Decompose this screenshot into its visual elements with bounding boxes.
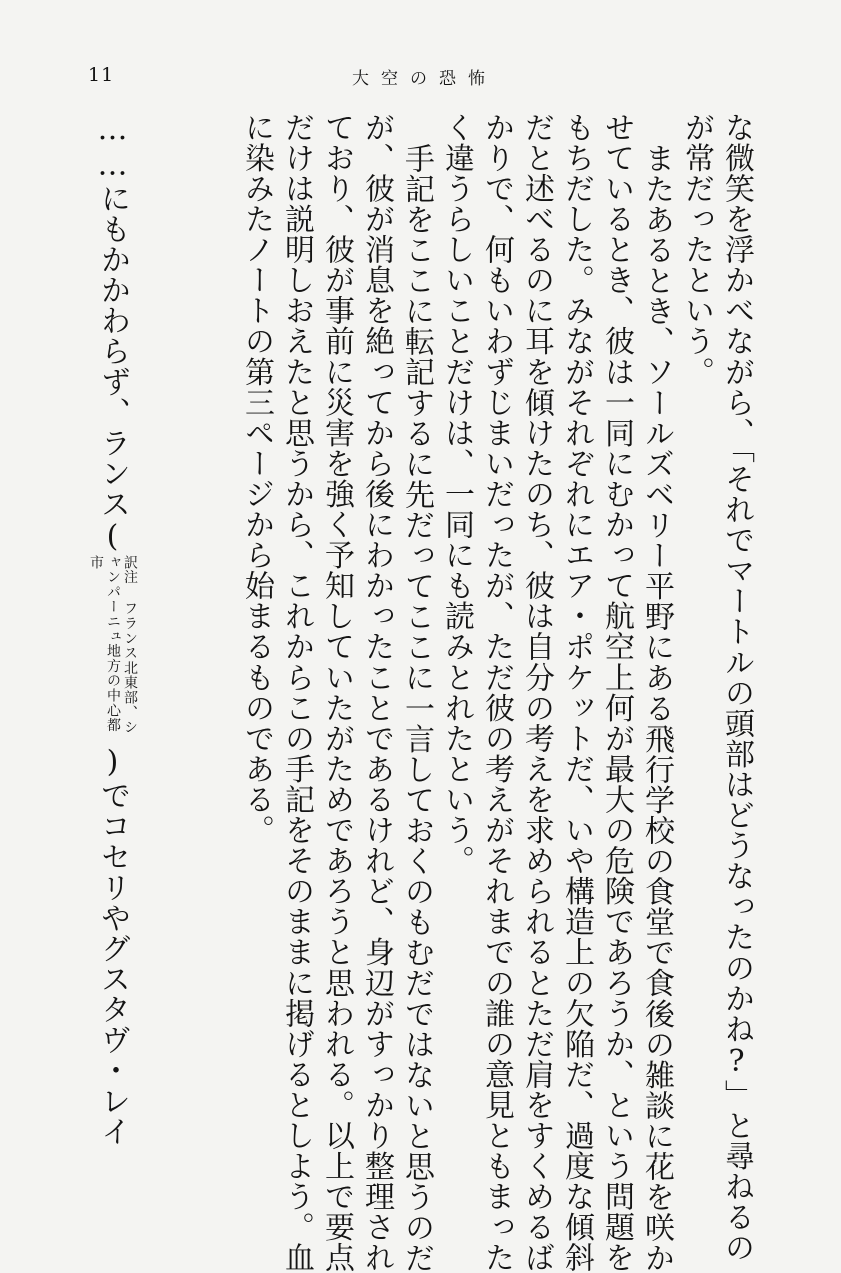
note-column <box>88 112 138 1147</box>
text-column-12: だけは説明しおえたと思うから、これからこの手記をそのままに掲げるとしよう。血 <box>279 112 314 1273</box>
text-column-6: だと述べるのに耳を傾けたのち、彼は自分の考えを求められるとただ肩をすくめるば <box>519 112 554 1273</box>
text-column-4: せているとき、彼は一同にむかって航空上何が最大の危険であろうか、という問題を <box>599 112 634 1273</box>
text-column-5: もちだした。みながそれぞれにエア・ポケットだ、いや構造上の欠陥だ、過度な傾斜 <box>559 112 594 1273</box>
note-open-paren: ( <box>95 519 130 555</box>
text-column-8: く違うらしいことだけは、一同にも読みとれたという。 <box>439 112 474 876</box>
text-column-3: またあるとき、ソールズベリー平野にある飛行学校の食堂で食後の雑談に花を咲か <box>639 143 674 1273</box>
text-column-13: に染みたノートの第三ページから始まるものである。 <box>239 112 274 846</box>
note-text-before: ……にもかかわらず、ランス <box>95 112 130 520</box>
text-column-10: が、彼が消息を絶ってから後にわかったことであるけれど、身辺がすっかり整理され <box>359 112 394 1273</box>
running-head: 大空の恐怖 <box>352 69 497 89</box>
page-number: 11 <box>88 64 115 86</box>
text-column-7: かりで、何もいわずじまいだったが、ただ彼の考えがそれまでの誰の意見ともまった <box>479 112 514 1273</box>
note-text-after: でコセリやグスタヴ・レイ <box>95 780 130 1147</box>
translator-note: 訳注 フランス北東部、シャンパーニュ地方の中心都市 <box>88 554 138 735</box>
text-column-1: な微笑を浮かべながら、「それでマートルの頭部はどうなったのかね?」と尋ねるの <box>719 112 754 1263</box>
text-column-2: が常だったという。 <box>679 112 714 387</box>
text-column-9: 手記をここに転記するに先だってここに一言しておくのもむだではないと思うのだ <box>399 143 434 1273</box>
text-column-11: ており、彼が事前に災害を強く予知していたがためであろうと思われる。以上で要点 <box>319 112 354 1273</box>
note-close-paren: ) <box>95 744 130 781</box>
